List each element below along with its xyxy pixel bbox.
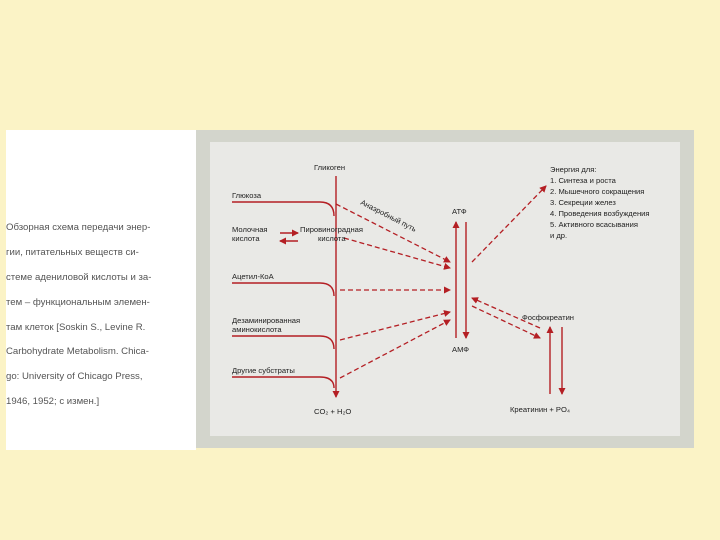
other-substrates-label: Другие субстраты: [232, 366, 295, 375]
creatine-po4-label: Креатинин + PO₄: [510, 405, 571, 414]
atp-to-phosphocreatine-arrow: [472, 306, 540, 338]
amp-label: АМФ: [452, 345, 470, 354]
deaminated-label: Дезаминированная: [232, 316, 301, 325]
glycogen-label: Гликоген: [314, 163, 346, 172]
glucose-label: Глюкоза: [232, 191, 262, 200]
acetyl-coa-arrow: [232, 283, 334, 296]
glucose-arrow: [232, 202, 334, 216]
energy-item: 3. Секреции желез: [550, 198, 616, 207]
pyruvic-acid-label-2: кислота: [318, 234, 346, 243]
atp-label: АТФ: [452, 207, 467, 216]
energy-for-label: Энергия для:: [550, 165, 597, 174]
phosphocreatine-label: Фосфокреатин: [522, 313, 575, 322]
caption-line: там клеток [Soskin S., Levine R.: [6, 321, 146, 333]
caption-line: Carbohydrate Metabolism. Chica-: [6, 346, 149, 358]
caption-line: 1946, 1952; с измен.]: [6, 396, 100, 408]
energy-diagram: [210, 142, 680, 436]
figure-paper: [210, 142, 680, 436]
figure-caption: [6, 210, 186, 421]
energy-item: 2. Мышечного сокращения: [550, 187, 645, 196]
co2-h2o-label: CO₂ + H₂O: [314, 407, 352, 416]
other-to-atp-arrow: [340, 320, 450, 378]
caption-line: гии, питательных веществ си-: [6, 247, 139, 259]
pyruvic-acid-label: Пировиноградная: [300, 225, 364, 234]
caption-line: стеме адениловой кислоты и за-: [6, 272, 152, 284]
lactic-acid-label: Молочная: [232, 225, 268, 234]
energy-item: 5. Активного всасывания: [550, 220, 638, 229]
deaminated-label-2: аминокислота: [232, 325, 282, 334]
acetyl-coa-label: Ацетил-КоА: [232, 272, 274, 281]
caption-line: go: University of Chicago Press,: [6, 371, 143, 383]
energy-item: и др.: [550, 231, 568, 240]
deaminated-to-atp-arrow: [340, 312, 450, 340]
anaerobic-path-label: Анаэробный путь: [359, 197, 418, 234]
lactic-acid-label-2: кислота: [232, 234, 260, 243]
figure-frame: [196, 130, 694, 448]
other-substrates-arrow: [232, 377, 334, 388]
energy-item: 1. Синтеза и роста: [550, 176, 616, 185]
caption-line: тем – функциональным элемен-: [6, 296, 150, 308]
pyruvic-to-atp-arrow: [344, 238, 450, 268]
atp-to-energy-arrow: [472, 186, 546, 262]
energy-item: 4. Проведения возбуждения: [550, 209, 650, 218]
deaminated-arrow: [232, 336, 334, 349]
caption-line: Обзорная схема передачи энер-: [6, 222, 151, 234]
